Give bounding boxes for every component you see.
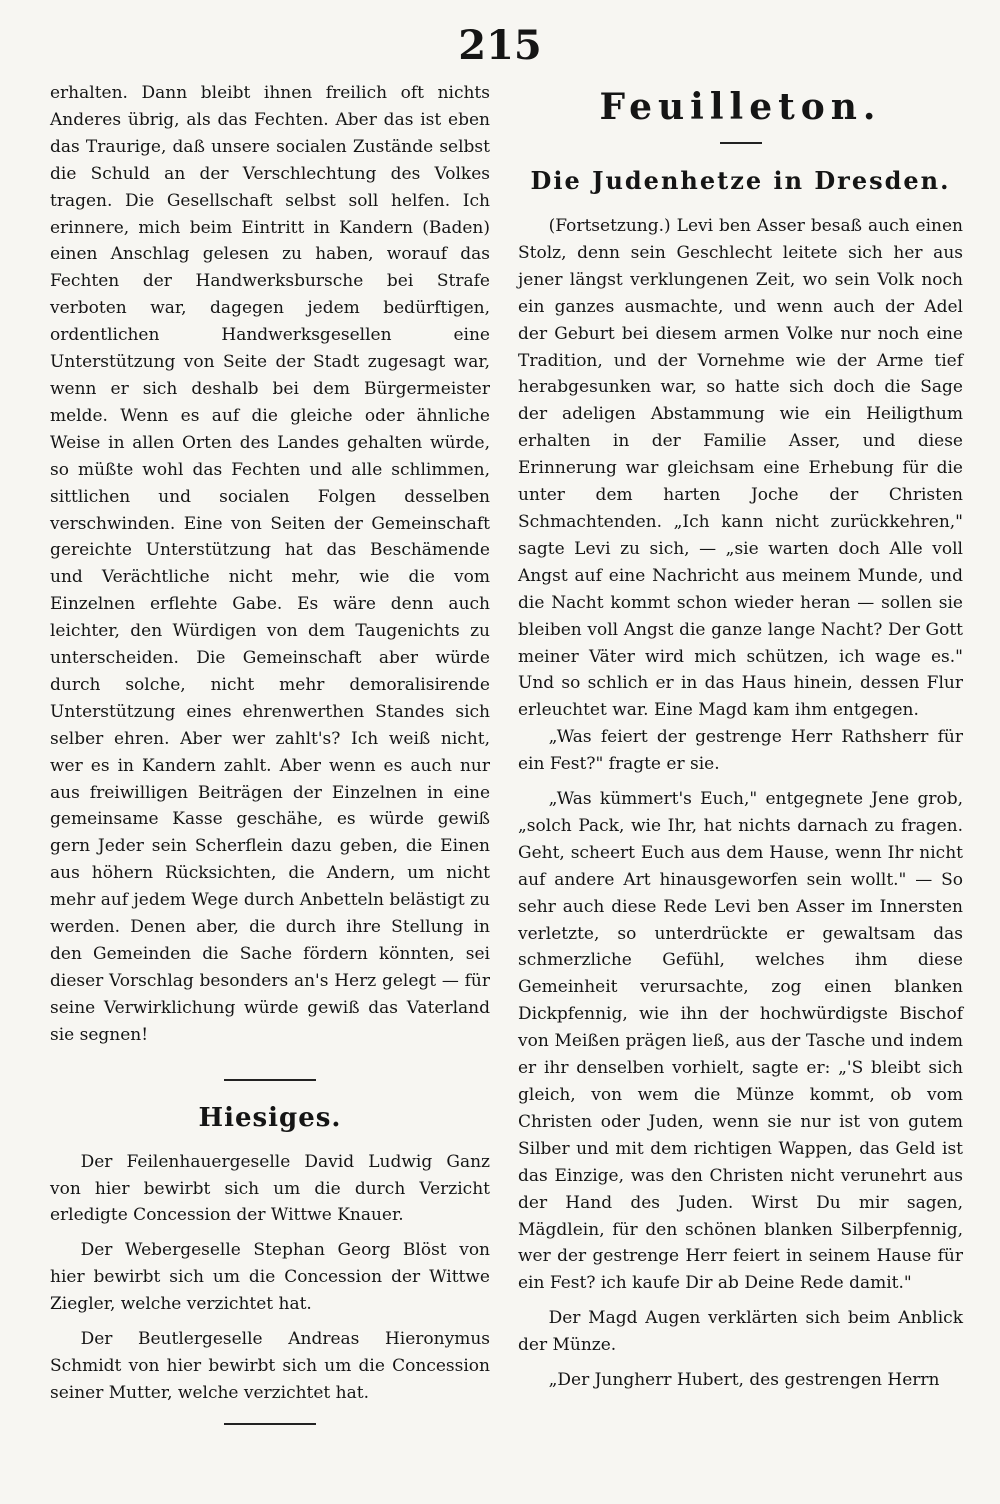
article-continuation-paragraph: erhalten. Dann bleibt ihnen freilich oft nichts Anderes übrig, als das Fechten. Aber das ist eben das Traurige, daß unsere socialen Zustände selbst die Schuld an der Verschlechtung des Volkes tragen. Die Gesellschaft selbst soll helfen. Ich erinnere, mich beim Eintritt in Kandern (Baden) einen Anschlag gelesen zu haben, worauf das Fechten der Handwerksbursche bei Strafe verboten war, dagegen jedem bedürftigen, ordentlichen Handwerksgesellen eine Unterstützung von Seite der Stadt zugesagt war, wenn er sich deshalb bei dem Bürgermeister melde. Wenn es auf die gleiche oder ähnliche Weise in allen Orten des Landes gehalten würde, so müßte wohl das Fechten und alle schlimmen, sittlichen und socialen Folgen desselben verschwinden. Eine von Seiten der Gemeinschaft gereichte Unterstützung hat das Beschämende und Verächtliche nicht mehr, wie die vom Einzelnen erflehte Gabe. Es wäre denn auch leichter, den Würdigen von dem Taugenichts zu unterscheiden. Die Gemeinschaft aber würde durch solche, nicht mehr demoralisirende Unterstützung eines ehrenwerthen Standes sich selber ehren. Aber wer zahlt's? Ich weiß nicht, wer es in Kandern zahlt. Aber wenn es auch nur aus freiwilligen Beiträgen der Einzelnen in eine gemeinsame Kasse geschähe, es würde gewiß gern Jeder sein Scherflein dazu geben, die Einen aus höhern Rücksichten, die Andern, um nicht mehr auf jedem Wege durch Anbetteln belästigt zu werden. Denen aber, die durch ihre Stellung in den Gemeinden die Sache fördern könnten, sei dieser Vorschlag besonders an's Herz gelegt — für seine Verwirklichung würde gewiß das Vaterland sie segnen!: [50, 83, 490, 1045]
story-paragraph: Der Magd Augen verklärten sich beim Anblick der Münze.: [518, 1308, 963, 1356]
section-title-hiesiges: Hiesiges.: [198, 1102, 342, 1133]
page-number: 215: [458, 22, 542, 69]
story-paragraph: „Was feiert der gestrenge Herr Rathsherr für ein Fest?" fragte er sie.: [518, 727, 963, 775]
story-paragraph: (Fortsetzung.) Levi ben Asser besaß auch einen Stolz, denn sein Geschlecht leitete sich her aus jener längst verklungenen Zeit, wo sein Volk noch ein ganzes ausmachte, und wenn auch der Adel der Geburt bei diesem armen Volke nur noch eine Tradition, und der Vornehme wie der Arme tief herabgesunken war, so hatte sich doch die Sage der adeligen Abstammung wie ein Heiligthum erhalten in der Familie Asser, und diese Erinnerung war gleichsam eine Erhebung für die unter dem harten Joche der Christen Schmachtenden. „Ich kann nicht zurückkehren," sagte Levi zu sich, — „sie warten doch Alle voll Angst auf eine Nachricht aus meinem Munde, und die Nacht kommt schon wieder heran — sollen sie bleiben voll Angst die ganze lange Nacht? Der Gott meiner Väter wird mich schützen, ich wage es." Und so schlich er in das Haus hinein, dessen Flur erleuchtet war. Eine Magd kam ihm entgegen.: [518, 216, 963, 721]
notice-paragraph: Der Webergeselle Stephan Georg Blöst von hier bewirbt sich um die Concession der Wittwe Ziegler, welche verzichtet hat.: [50, 1240, 490, 1315]
title-divider: [720, 142, 762, 144]
section-divider: [224, 1079, 316, 1081]
story-paragraph: „Der Jungherr Hubert, des gestrengen Herrn: [548, 1370, 940, 1391]
section-title-feuilleton: Feuilleton.: [599, 86, 882, 128]
end-divider: [224, 1423, 316, 1425]
right-column: [518, 80, 963, 1394]
story-paragraph: „Was kümmert's Euch," entgegnete Jene grob, „solch Pack, wie Ihr, hat nichts darnach zu fragen. Geht, scheert Euch aus dem Hause, wenn Ihr nicht auf andere Art hinausgeworfen sein wollt." — So sehr auch diese Rede Levi ben Asser im Innersten verletzte, so unterdrückte er gewaltsam das schmerzliche Gefühl, welches ihm diese Gemeinheit verursachte, zog einen blanken Dickpfennig, wie ihn der hochwürdigste Bischof von Meißen prägen ließ, aus der Tasche und indem er ihr denselben vorhielt, sagte er: „'S bleibt sich gleich, von wem die Münze kommt, ob vom Christen oder Juden, wenn sie nur ist von gutem Silber und mit dem richtigen Wappen, das Geld ist das Einzige, was den Christen nicht verunehrt aus der Hand des Juden. Wirst Du mir sagen, Mägdlein, für den schönen blanken Silberpfennig, wer der gestrenge Herr feiert in seinem Hause für ein Fest? ich kaufe Dir ab Deine Rede damit.": [518, 789, 963, 1294]
notice-paragraph: Der Feilenhauergeselle David Ludwig Ganz von hier bewirbt sich um die durch Verzicht erledigte Concession der Wittwe Knauer.: [50, 1151, 490, 1226]
article-title: Die Judenhetze in Dresden.: [530, 166, 951, 195]
left-column: [50, 80, 490, 1425]
notice-paragraph: Der Beutlergeselle Andreas Hieronymus Schmidt von hier bewirbt sich um die Concession seiner Mutter, welche verzichtet hat.: [50, 1329, 490, 1403]
